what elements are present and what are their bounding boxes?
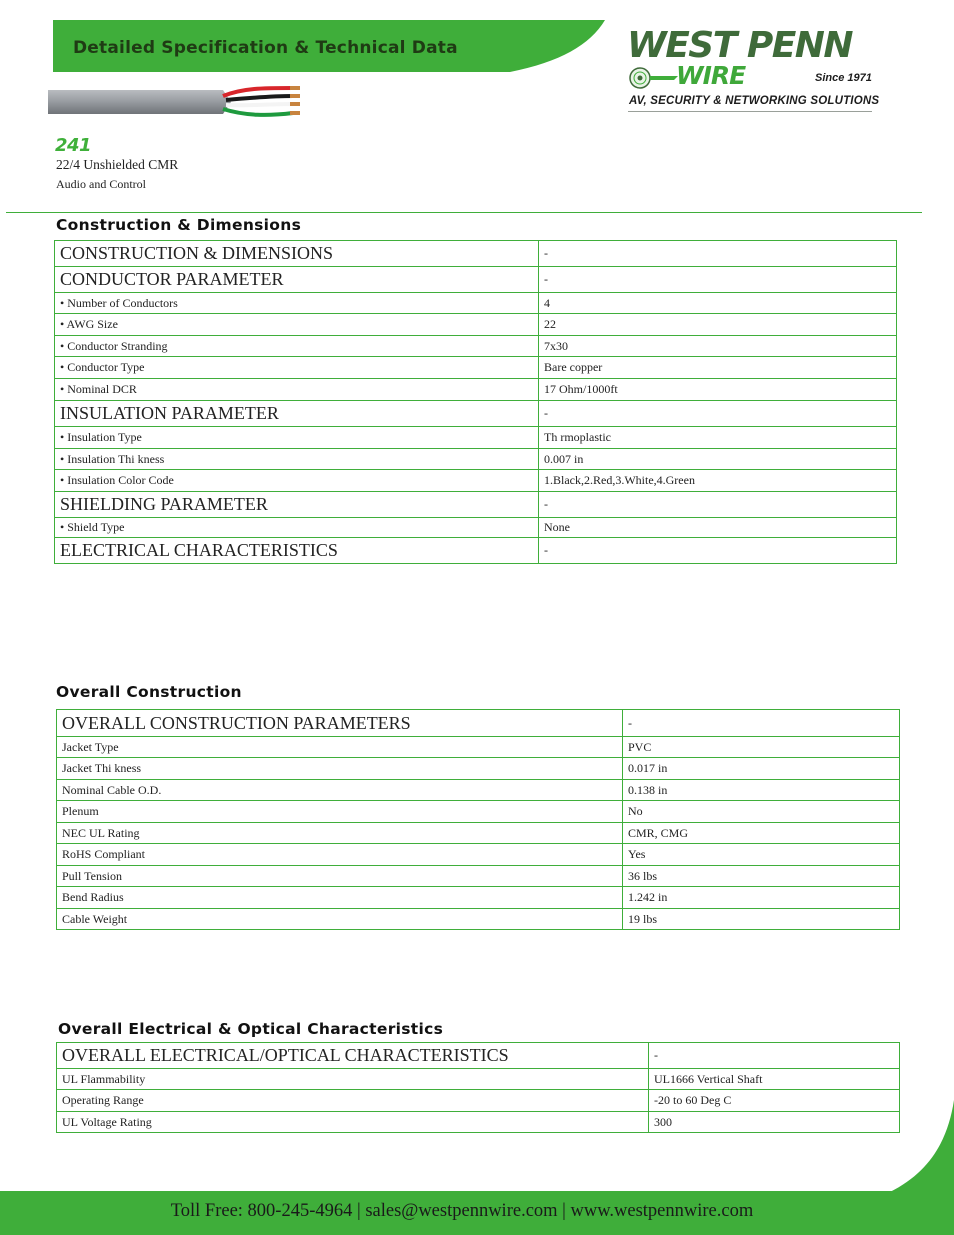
logo-underline — [628, 111, 872, 112]
table-row — [55, 492, 897, 518]
electrical-section-title: Overall Electrical & Optical Characteristics — [58, 1020, 444, 1038]
row-value: None — [539, 518, 897, 538]
cable-icon — [48, 84, 304, 120]
table-row — [55, 518, 897, 538]
footer-contact: Toll Free: 800-245-4964 | sales@westpennwire.com | www.westpennwire.com — [170, 1201, 754, 1221]
row-label: • AWG Size — [55, 314, 539, 336]
table-row — [57, 710, 900, 737]
row-value: UL1666 Vertical Shaft — [649, 1069, 900, 1090]
row-value: 36 lbs — [623, 866, 900, 887]
table-row — [57, 801, 900, 823]
row-label: Plenum — [57, 801, 623, 823]
row-label: • Conductor Type — [55, 357, 539, 379]
row-value: 300 — [649, 1112, 900, 1133]
row-value: 4 — [539, 293, 897, 314]
product-application: Audio and Control — [56, 177, 146, 191]
row-label: • Number of Conductors — [55, 293, 539, 314]
row-value: PVC — [623, 737, 900, 758]
overall-construction-table — [56, 709, 900, 930]
row-label: UL Voltage Rating — [57, 1112, 649, 1133]
row-label: CONSTRUCTION & DIMENSIONS — [55, 241, 539, 267]
row-value: - — [539, 538, 897, 564]
table-row — [55, 336, 897, 357]
row-label: ELECTRICAL CHARACTERISTICS — [55, 538, 539, 564]
electrical-table — [56, 1042, 900, 1133]
row-value: - — [539, 241, 897, 267]
table-row — [55, 427, 897, 449]
row-value: 22 — [539, 314, 897, 336]
logo-brand-top: WEST PENN — [627, 25, 853, 66]
row-label: NEC UL Rating — [57, 823, 623, 844]
row-value: 17 Ohm/1000ft — [539, 379, 897, 401]
row-label: Jacket Thi kness — [57, 758, 623, 780]
table-row — [57, 1069, 900, 1090]
product-number: 241 — [55, 135, 92, 156]
table-row — [55, 449, 897, 470]
row-value: Yes — [623, 844, 900, 866]
row-label: UL Flammability — [57, 1069, 649, 1090]
table-row — [55, 538, 897, 564]
table-row — [57, 909, 900, 930]
row-label: RoHS Compliant — [57, 844, 623, 866]
row-value: - — [623, 710, 900, 737]
construction-section-title: Construction & Dimensions — [56, 216, 302, 234]
table-row — [57, 1112, 900, 1133]
row-label: Operating Range — [57, 1090, 649, 1112]
row-label: Bend Radius — [57, 887, 623, 909]
table-row — [57, 823, 900, 844]
row-value: No — [623, 801, 900, 823]
row-label: Cable Weight — [57, 909, 623, 930]
row-value: Th rmoplastic — [539, 427, 897, 449]
table-row — [55, 470, 897, 492]
table-row — [55, 357, 897, 379]
table-row — [55, 314, 897, 336]
row-label: OVERALL ELECTRICAL/OPTICAL CHARACTERISTICS — [57, 1043, 649, 1069]
row-label: SHIELDING PARAMETER — [55, 492, 539, 518]
table-row — [57, 758, 900, 780]
table-row — [57, 1043, 900, 1069]
row-value: 0.017 in — [623, 758, 900, 780]
construction-table — [54, 240, 897, 564]
row-value: - — [649, 1043, 900, 1069]
divider — [6, 212, 922, 213]
row-label: • Insulation Type — [55, 427, 539, 449]
logo-since: Since 1971 — [815, 72, 872, 84]
table-row — [55, 379, 897, 401]
row-value: 1.Black,2.Red,3.White,4.Green — [539, 470, 897, 492]
table-row — [57, 737, 900, 758]
row-label: • Nominal DCR — [55, 379, 539, 401]
table-row — [55, 267, 897, 293]
row-value: -20 to 60 Deg C — [649, 1090, 900, 1112]
row-value: - — [539, 401, 897, 427]
header-title: Detailed Specification & Technical Data — [73, 38, 458, 58]
row-label: Pull Tension — [57, 866, 623, 887]
row-label: OVERALL CONSTRUCTION PARAMETERS — [57, 710, 623, 737]
row-value: 19 lbs — [623, 909, 900, 930]
row-label: • Conductor Stranding — [55, 336, 539, 357]
row-label: Nominal Cable O.D. — [57, 780, 623, 801]
logo-tagline: AV, SECURITY & NETWORKING SOLUTIONS — [629, 95, 880, 107]
row-value: CMR, CMG — [623, 823, 900, 844]
row-label: • Insulation Thi kness — [55, 449, 539, 470]
table-row — [57, 844, 900, 866]
table-row — [57, 866, 900, 887]
table-row — [55, 401, 897, 427]
row-value: 7x30 — [539, 336, 897, 357]
row-label: • Shield Type — [55, 518, 539, 538]
footer-corner-swoosh — [860, 1100, 954, 1195]
table-row — [57, 887, 900, 909]
logo-brand-bottom: WIRE — [676, 61, 746, 90]
row-value: 0.007 in — [539, 449, 897, 470]
row-label: CONDUCTOR PARAMETER — [55, 267, 539, 293]
row-value: 0.138 in — [623, 780, 900, 801]
row-label: INSULATION PARAMETER — [55, 401, 539, 427]
table-row — [55, 293, 897, 314]
row-value: Bare copper — [539, 357, 897, 379]
table-row — [55, 241, 897, 267]
table-row — [57, 1090, 900, 1112]
row-label: • Insulation Color Code — [55, 470, 539, 492]
product-description: 22/4 Unshielded CMR — [56, 157, 179, 172]
row-value: 1.242 in — [623, 887, 900, 909]
table-row — [57, 780, 900, 801]
row-value: - — [539, 492, 897, 518]
row-value: - — [539, 267, 897, 293]
row-label: Jacket Type — [57, 737, 623, 758]
overall-construction-section-title: Overall Construction — [56, 683, 242, 701]
